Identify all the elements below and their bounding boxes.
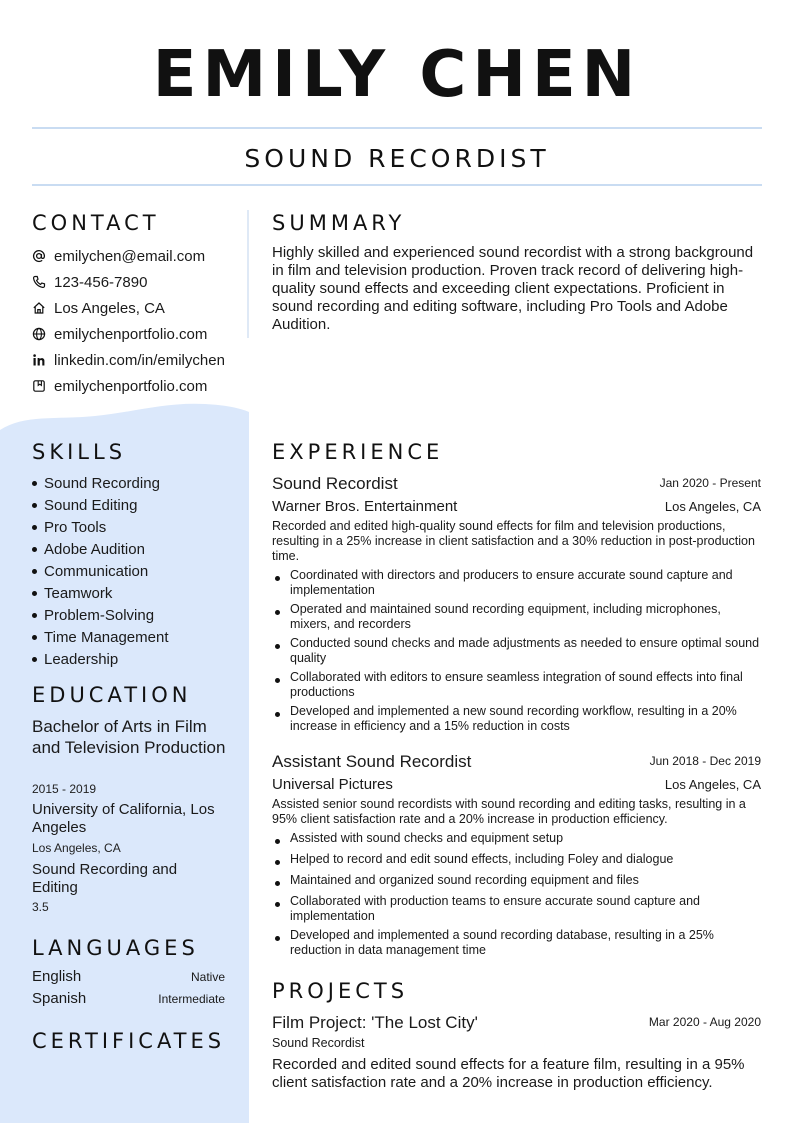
projects-heading: PROJECTS (272, 979, 409, 1003)
education-school: University of California, Los Angeles (32, 801, 215, 836)
list-item: Developed and implemented a new sound recording workflow, resulting in a 20% increase in efficiency and a 15% reduction in costs (272, 704, 762, 734)
list-item: Assisted with sound checks and equipment setup (272, 831, 762, 846)
contact-heading: CONTACT (32, 211, 160, 235)
candidate-name: EMILY CHEN (152, 38, 642, 112)
job-dates: Jun 2018 - Dec 2019 (649, 754, 761, 768)
skill-item (32, 472, 244, 494)
contact-location-text: Los Angeles, CA (54, 299, 165, 317)
experience-heading: EXPERIENCE (272, 440, 444, 464)
skill-item (32, 560, 244, 582)
job-location: Los Angeles, CA (664, 777, 761, 792)
skill-item (32, 582, 244, 604)
bullet-dot (32, 569, 37, 574)
bullet-dot (32, 657, 37, 662)
list-item: Collaborated with editors to ensure seamless integration of sound effects into final productions (272, 670, 762, 700)
bullet-dot (32, 481, 37, 486)
contact-website[interactable] (32, 321, 244, 347)
contact-email[interactable] (32, 243, 244, 269)
bullet-dot (32, 547, 37, 552)
portfolio-icon (32, 379, 46, 393)
contact-phone[interactable] (32, 269, 244, 295)
header-divider-bottom (32, 184, 762, 186)
language-name: English (32, 968, 82, 985)
bullet-dot (32, 525, 37, 530)
bullet-dot (32, 503, 37, 508)
list-item: Coordinated with directors and producers to ensure accurate sound capture and implementation (272, 568, 762, 598)
job-title-heading: SOUND RECORDIST (244, 144, 550, 173)
list-item: Collaborated with production teams to ensure accurate sound capture and implementation (272, 894, 762, 924)
contact-website-text: emilychenportfolio.com (54, 325, 208, 343)
language-level: Native (190, 970, 225, 984)
skill-label: Communication (44, 562, 149, 580)
phone-icon (32, 275, 46, 289)
job-title: Assistant Sound Recordist (272, 752, 472, 771)
job-location: Los Angeles, CA (664, 499, 761, 514)
bullet-dot (32, 613, 37, 618)
skills-list (32, 472, 244, 670)
skill-label: Leadership (44, 650, 119, 668)
bullet-dot (32, 635, 37, 640)
linkedin-icon (32, 353, 46, 367)
job-title: Sound Recordist (272, 474, 398, 493)
education-degree: Bachelor of Arts in Film and Television Production (32, 717, 226, 757)
skill-label: Problem-Solving (44, 606, 155, 624)
skill-label: Teamwork (44, 584, 113, 602)
skill-item (32, 626, 244, 648)
globe-icon (32, 327, 46, 341)
education-heading: EDUCATION (32, 683, 192, 707)
contact-email-text: emilychen@email.com (54, 247, 206, 265)
skill-item (32, 604, 244, 626)
contact-portfolio[interactable] (32, 373, 244, 399)
project-dates: Mar 2020 - Aug 2020 (648, 1015, 761, 1029)
skill-item (32, 538, 244, 560)
skill-label: Pro Tools (44, 518, 107, 536)
skill-item (32, 516, 244, 538)
certificates-heading: CERTIFICATES (32, 1029, 226, 1053)
project-role: Sound Recordist (272, 1036, 365, 1050)
contact-location (32, 295, 244, 321)
contact-linkedin-text: linkedin.com/in/emilychen (54, 351, 225, 369)
project-description: Recorded and edited sound effects for a feature film, resulting in a 95% client satisfaction rate and a 20% increase in production efficiency. (272, 1056, 745, 1091)
job-dates: Jan 2020 - Present (659, 476, 761, 490)
skill-label: Time Management (44, 628, 169, 646)
education-gpa: 3.5 (32, 900, 49, 914)
header-divider-top (32, 127, 762, 129)
contact-phone-text: 123-456-7890 (54, 273, 148, 291)
education-field: Sound Recording and Editing (32, 861, 178, 896)
languages-heading: LANGUAGES (32, 936, 199, 960)
summary-text: Highly skilled and experienced sound recordist with a strong background in film and television production. Proven track record of delivering high-quality sound effects and exceeding client expectations. Proficient in sound recording and editing software, including Pro Tools and Adobe Audition. (272, 244, 754, 333)
project-title: Film Project: 'The Lost City' (272, 1013, 478, 1032)
list-item: Operated and maintained sound recording equipment, including microphones, mixers, and recorders (272, 602, 762, 632)
language-row (32, 968, 225, 985)
job-description: Assisted senior sound recordists with sound recording and editing tasks, resulting in a 95% client satisfaction rate and a 20% increase in production efficiency. (272, 797, 746, 826)
job-company: Universal Pictures (272, 776, 393, 793)
column-divider (247, 210, 249, 338)
skill-label: Sound Editing (44, 496, 138, 514)
home-icon (32, 301, 46, 315)
job-bullets (272, 568, 762, 734)
contact-list (32, 243, 244, 399)
skill-label: Sound Recording (44, 474, 160, 492)
skill-label: Adobe Audition (44, 540, 145, 558)
list-item: Conducted sound checks and made adjustments as needed to ensure optimal sound quality (272, 636, 762, 666)
job-company: Warner Bros. Entertainment (272, 498, 458, 515)
summary-heading: SUMMARY (272, 211, 406, 235)
contact-portfolio-text: emilychenportfolio.com (54, 377, 208, 395)
skill-item (32, 648, 244, 670)
language-level: Intermediate (158, 992, 225, 1006)
job-bullets (272, 831, 762, 958)
list-item: Maintained and organized sound recording equipment and files (272, 873, 762, 888)
list-item: Helped to record and edit sound effects, including Foley and dialogue (272, 852, 762, 867)
education-location: Los Angeles, CA (32, 841, 121, 855)
skills-heading: SKILLS (32, 440, 127, 464)
skill-item (32, 494, 244, 516)
language-name: Spanish (32, 990, 87, 1007)
list-item: Developed and implemented a sound recording database, resulting in a 25% reduction in data management time (272, 928, 762, 958)
contact-linkedin[interactable] (32, 347, 244, 373)
language-row (32, 990, 225, 1007)
at-icon (32, 249, 46, 263)
bullet-dot (32, 591, 37, 596)
job-description: Recorded and edited high-quality sound effects for film and television productions, resulting in a 25% increase in client satisfaction and a 30% reduction in post-production time. (272, 519, 755, 563)
education-years: 2015 - 2019 (32, 782, 97, 796)
